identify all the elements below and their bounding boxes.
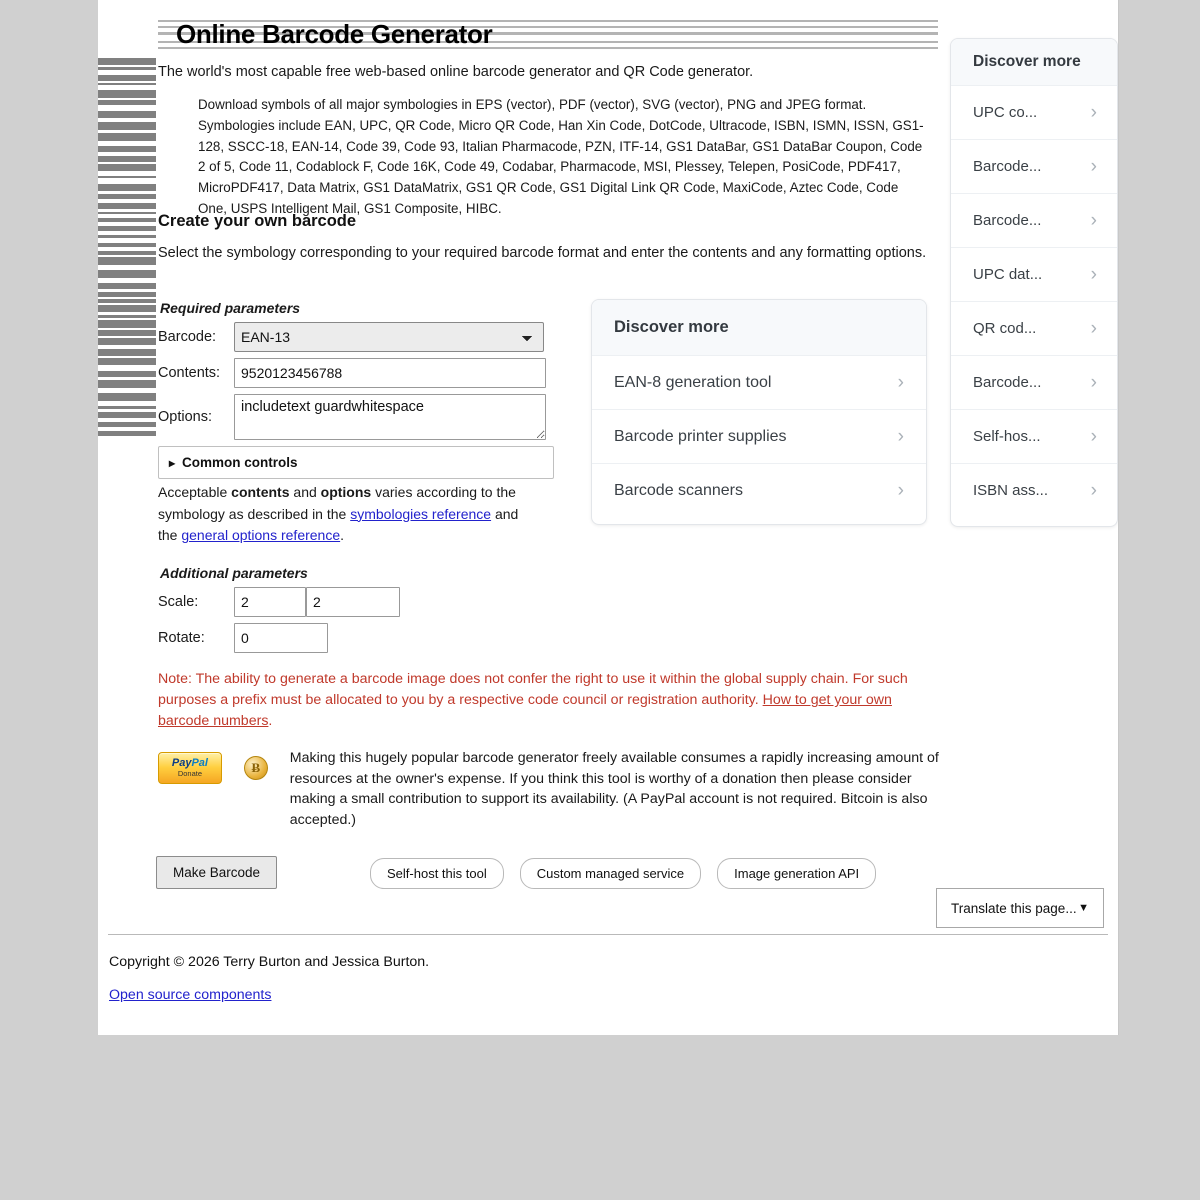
barcode-field-row xyxy=(158,322,558,352)
chevron-right-icon: › xyxy=(1090,480,1097,501)
discover-main-item-ean8[interactable] xyxy=(592,356,926,410)
accept-text-2: and xyxy=(289,484,321,500)
chevron-right-icon: › xyxy=(1090,318,1097,339)
symbologies-paragraph: Download symbols of all major symbologies in EPS (vector), PDF (vector), SVG (vector), PNG and JPEG format. Symbologies include EAN, UPC, QR Code, Micro QR Code, Han Xin Code, DotCode, Ultracode, ISBN, ISMN, ISSN, GS1-128, SSCC-18, EAN-14, Code 39, Code 93, Italian Pharmacode, PZN, ITF-14, GS1 DataBar, GS1 DataBar Coupon, Code 2 of 5, Code 11, Codablock F, Code 16K, Code 49, Codabar, Pharmacode, MSI, Plessey, Telepen, PosiCode, PDF417, MicroPDF417, Data Matrix, GS1 DataMatrix, GS1 QR Code, GS1 Digital Link QR Code, MaxiCode, Aztec Code, Code One, USPS Intelligent Mail, GS1 Composite, HIBC. xyxy=(198,97,924,216)
common-controls-summary[interactable]: ▸ Common controls xyxy=(169,455,543,470)
note-text-before: Note: The ability to generate a barcode image does not confer the right to use it within the global supply chain. For such purposes a prefix must be allocated to you by a respective code council or registration authority. xyxy=(158,671,908,709)
accept-text-1: Acceptable xyxy=(158,484,232,500)
lead-paragraph: The world's most capable free web-based online barcode generator and QR Code generator. xyxy=(158,64,754,80)
accept-text-4: and the xyxy=(158,505,519,544)
accept-text-5: . xyxy=(340,527,345,544)
translate-page-dropdown[interactable] xyxy=(936,888,1104,928)
sidebar-item-barcode-2[interactable] xyxy=(951,194,1117,248)
sidebar-item-qr-cod[interactable] xyxy=(951,302,1117,356)
scale-x-input[interactable] xyxy=(234,587,306,617)
barcode-label: Barcode: xyxy=(158,329,217,345)
chevron-right-icon: › xyxy=(1090,372,1097,393)
accept-bold-options: options xyxy=(320,484,372,500)
discover-more-main-heading: Discover more xyxy=(592,300,926,356)
sidebar-item-barcode-3[interactable] xyxy=(951,356,1117,410)
barcode-decoration-left xyxy=(98,58,156,440)
discover-main-item-label: Barcode printer supplies xyxy=(614,427,787,445)
page-title-banner xyxy=(158,14,938,54)
sidebar-item-label: ISBN ass... xyxy=(973,482,1049,499)
copyright-text: Copyright © 2026 Terry Burton and Jessica Burton. xyxy=(109,954,430,970)
required-parameters-legend: Required parameters xyxy=(160,300,301,316)
open-source-components-link[interactable]: Open source components xyxy=(109,987,272,1003)
chevron-right-icon: › xyxy=(897,480,904,501)
footer-divider xyxy=(108,934,1108,935)
contents-field-row xyxy=(158,358,558,388)
common-controls-disclosure[interactable] xyxy=(158,446,554,479)
rotate-input[interactable] xyxy=(234,623,328,653)
paypal-logo-text: PayPal xyxy=(171,757,208,770)
discover-more-sidebar-panel xyxy=(950,38,1118,527)
scale-y-input[interactable] xyxy=(306,587,400,617)
donation-row xyxy=(158,748,948,830)
sidebar-item-label: UPC dat... xyxy=(973,266,1043,283)
create-section-intro: Select the symbology corresponding to your required barcode format and enter the contents and any formatting options. xyxy=(158,245,927,261)
image-generation-api-pill-button[interactable]: Image generation API xyxy=(717,858,876,889)
sidebar-item-isbn-ass[interactable] xyxy=(951,464,1117,526)
chevron-right-icon: › xyxy=(897,426,904,447)
rotate-field-row xyxy=(158,623,558,653)
discover-main-item-scanners[interactable] xyxy=(592,464,926,524)
discover-more-sidebar-heading: Discover more xyxy=(951,39,1117,86)
sidebar-item-upc-co[interactable] xyxy=(951,86,1117,140)
barcode-symbology-select[interactable] xyxy=(234,322,544,352)
chevron-right-icon: › xyxy=(1090,156,1097,177)
chevron-right-icon: › xyxy=(897,372,904,393)
action-pill-row xyxy=(370,858,876,889)
contents-label: Contents: xyxy=(158,365,221,381)
additional-parameters-legend: Additional parameters xyxy=(160,565,308,581)
sidebar-item-label: UPC co... xyxy=(973,104,1038,121)
discover-more-main-panel xyxy=(591,299,927,525)
acceptable-contents-paragraph xyxy=(158,482,540,547)
scale-label: Scale: xyxy=(158,594,199,610)
translate-label: Translate this page... xyxy=(951,900,1077,916)
sidebar-item-label: QR cod... xyxy=(973,320,1037,337)
sidebar-item-label: Self-hos... xyxy=(973,428,1041,445)
rotate-label: Rotate: xyxy=(158,630,205,646)
barcode-numbers-link[interactable]: How to get your own barcode numbers xyxy=(158,692,892,730)
chevron-right-icon: › xyxy=(1090,264,1097,285)
make-barcode-button[interactable]: Make Barcode xyxy=(156,856,277,889)
paypal-donate-button[interactable] xyxy=(158,752,222,784)
discover-main-item-label: Barcode scanners xyxy=(614,481,743,499)
sidebar-item-barcode-1[interactable] xyxy=(951,140,1117,194)
discover-main-item-label: EAN-8 generation tool xyxy=(614,373,772,391)
self-host-pill-button[interactable]: Self-host this tool xyxy=(370,858,504,889)
note-text-after: . xyxy=(268,713,273,730)
discover-main-item-printer-supplies[interactable] xyxy=(592,410,926,464)
page-container xyxy=(98,0,1119,1035)
additional-parameters xyxy=(158,565,558,659)
chevron-right-icon: › xyxy=(1090,210,1097,231)
contents-input[interactable] xyxy=(234,358,546,388)
sidebar-item-upc-dat[interactable] xyxy=(951,248,1117,302)
sidebar-item-self-hos[interactable] xyxy=(951,410,1117,464)
chevron-down-icon: ▼ xyxy=(1078,902,1089,914)
donation-text: Making this hugely popular barcode generator freely available consumes a rapidly increasing amount of resources at the owner's expense. If you think this tool is worthy of a donation then please consider making a small contribution to support its availability. (A PayPal account is not required. Bitcoin is also accepted.) xyxy=(289,750,939,828)
scale-field-row xyxy=(158,587,558,617)
options-field-row xyxy=(158,394,558,440)
paypal-donate-label: Donate xyxy=(177,769,202,779)
page-title: Online Barcode Generator xyxy=(176,19,493,49)
usage-note xyxy=(158,669,928,732)
barcode-form xyxy=(158,300,558,479)
sidebar-item-label: Barcode... xyxy=(973,212,1042,229)
accept-bold-contents: contents xyxy=(231,484,290,500)
chevron-right-icon: › xyxy=(1090,426,1097,447)
options-textarea[interactable] xyxy=(234,394,546,440)
options-label: Options: xyxy=(158,409,212,425)
symbologies-reference-link[interactable]: symbologies reference xyxy=(350,505,492,522)
sidebar-item-label: Barcode... xyxy=(973,374,1042,391)
create-section-heading: Create your own barcode xyxy=(158,212,357,230)
custom-managed-service-pill-button[interactable]: Custom managed service xyxy=(520,858,701,889)
general-options-reference-link[interactable]: general options reference xyxy=(181,527,341,544)
accept-text-3: varies according to the symbology as described in the xyxy=(158,484,516,522)
bitcoin-icon[interactable]: Ƀ xyxy=(244,756,268,780)
sidebar-item-label: Barcode... xyxy=(973,158,1042,175)
chevron-right-icon: › xyxy=(1090,102,1097,123)
